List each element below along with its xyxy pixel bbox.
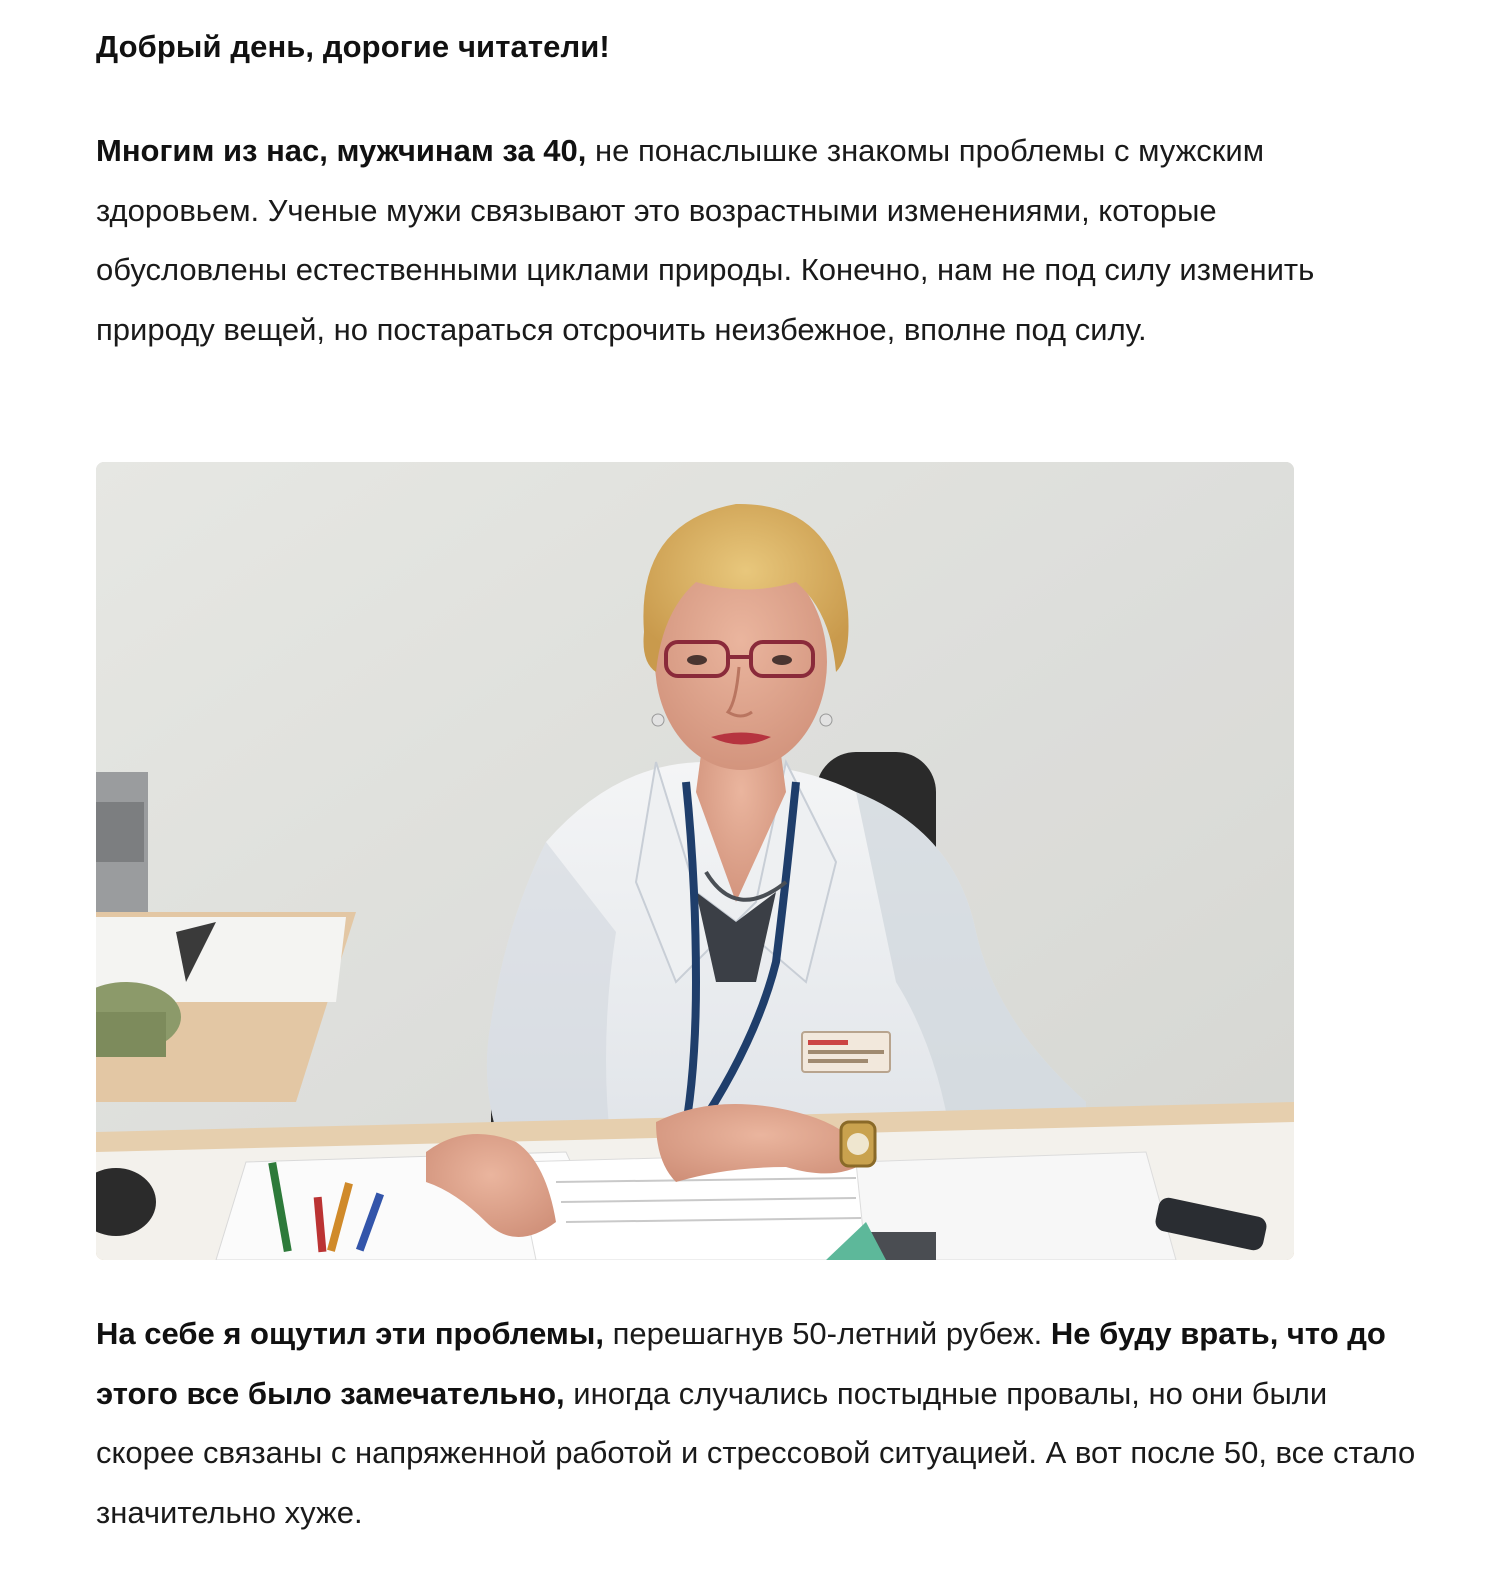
paragraph-story-bold-1: На себе я ощутил эти проблемы, <box>96 1316 604 1351</box>
paragraph-story-text-1: перешагнув 50-летний рубеж. <box>603 1316 1051 1351</box>
doctor-photo-illustration <box>96 462 1294 1260</box>
article-greeting: Добрый день, дорогие читатели! <box>96 29 610 64</box>
paragraph-story <box>96 1304 1426 1542</box>
paragraph-intro-text: не понаслышке знакомы проблемы с мужским здоровьем. Ученые мужи связывают это возрастными изменениями, которые обусловлены естественными циклами природы. Конечно, нам не под силу изменить природу вещей, но постараться отсрочить неизбежное, вполне под силу. <box>96 133 1315 347</box>
paragraph-story-bold-2: Не буду врать, что до этого все было замечательно, <box>96 1316 1386 1411</box>
article-photo[interactable] <box>96 462 1294 1260</box>
paragraph-intro-bold: Многим из нас, мужчинам за 40, <box>96 133 587 168</box>
paragraph-intro <box>96 121 1386 359</box>
paragraph-story-text-2: иногда случались постыдные провалы, но они были скорее связаны с напряженной работой и стрессовой ситуацией. А вот после 50, все стало значительно хуже. <box>96 1375 1416 1530</box>
